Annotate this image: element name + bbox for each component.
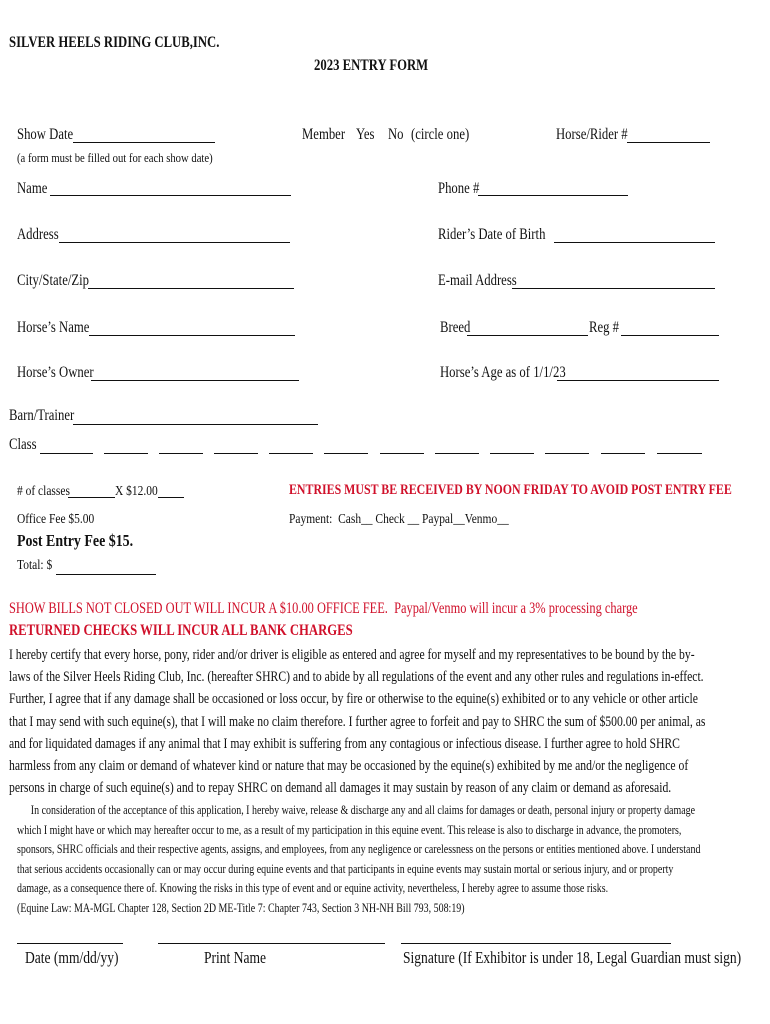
date-label: Date (mm/dd/yy) [25, 948, 119, 967]
num-classes-field[interactable] [68, 497, 115, 498]
class-label: Class [9, 436, 37, 453]
payment-venmo-option[interactable]: Venmo [464, 512, 498, 527]
signature-field[interactable] [401, 943, 671, 944]
reg-label: Reg # [589, 319, 620, 336]
rider-dob-label: Rider’s Date of Birth [438, 226, 546, 243]
barn-trainer-label: Barn/Trainer [9, 407, 75, 424]
equine-law-note: (Equine Law: MA-MGL Chapter 128, Section 2D ME-Title 7: Chapter 743, Section 3 NH-NH Bill 793, 508:19) [17, 900, 465, 915]
address-label: Address [17, 226, 59, 243]
horse-name-field[interactable] [89, 335, 295, 336]
class-field-12[interactable] [657, 453, 702, 454]
payment-venmo-blank[interactable]: __ [497, 512, 509, 527]
payment-cash-blank[interactable]: __ [361, 512, 376, 527]
address-field[interactable] [59, 242, 290, 243]
payment-options [289, 510, 557, 528]
club-name: SILVER HEELS RIDING CLUB,INC. [9, 34, 220, 51]
price-per-class: X $12.00 [115, 484, 158, 499]
payment-cash-option[interactable]: Cash [338, 512, 362, 527]
circle-one-note: (circle one) [411, 126, 470, 143]
horse-name-label: Horse’s Name [17, 319, 90, 336]
payment-paypal-blank[interactable]: __ [453, 512, 465, 527]
member-no-option[interactable]: No [388, 126, 404, 143]
city-state-zip-label: City/State/Zip [17, 272, 90, 289]
certification-paragraph: I hereby certify that every horse, pony, rider and/or driver is eligible as entered and agree for myself and my representatives to be bound by the by-laws of the Silver Heels Riding Club, Inc. (hereafter SHRC) and to abide by all regulations of the event and any other rules and regulations in-effect. Further, I agree that if any damage shall be occasioned or loss occur, by fire or otherwise to the equine(s) exhibited or to any vehicle or other article that I may send with such equine(s), that I will make no claim therefore. I further agree to forfeit and pay to SHRC the sum of $500.00 per animal, as and for liquidated damages if any animal that I may exhibit is suffering from any contagious or infectious disease. I further agree to hold SHRC harmless from any claim or demand of whatever kind or nature that may be occasioned by the equine(s) exhibited by me and/or the negligence of persons in charge of such equine(s) and to repay SHRC on demand all damages it may sustain by reason of any claim or demand as aforesaid. [9, 647, 706, 797]
entries-deadline-notice: ENTRIES MUST BE RECEIVED BY NOON FRIDAY TO AVOID POST ENTRY FEE [289, 482, 732, 498]
member-label: Member [302, 126, 346, 143]
breed-label: Breed [440, 319, 471, 336]
form-title: 2023 ENTRY FORM [314, 57, 429, 74]
class-field-2[interactable] [104, 453, 148, 454]
class-field-11[interactable] [601, 453, 645, 454]
show-date-note: (a form must be filled out for each show date) [17, 150, 213, 165]
class-field-5[interactable] [269, 453, 313, 454]
horse-rider-field[interactable] [627, 142, 710, 143]
signature-label: Signature (If Exhibitor is under 18, Legal Guardian must sign) [403, 948, 742, 967]
name-label: Name [17, 180, 48, 197]
print-name-label: Print Name [204, 948, 267, 967]
payment-label: Payment: [289, 512, 333, 527]
class-field-8[interactable] [435, 453, 479, 454]
name-field[interactable] [50, 195, 291, 196]
class-field-9[interactable] [490, 453, 534, 454]
class-field-1[interactable] [40, 453, 93, 454]
rider-dob-field[interactable] [554, 242, 715, 243]
payment-check-blank[interactable]: __ [404, 512, 422, 527]
show-date-field[interactable] [73, 142, 215, 143]
horse-rider-label: Horse/Rider # [556, 126, 628, 143]
returned-checks-notice: RETURNED CHECKS WILL INCUR ALL BANK CHARGES [9, 622, 353, 639]
payment-check-option[interactable]: Check [375, 512, 405, 527]
email-label: E-mail Address [438, 272, 517, 289]
num-classes-label: # of classes [17, 484, 70, 499]
date-field[interactable] [17, 943, 123, 944]
reg-field[interactable] [621, 335, 719, 336]
phone-label: Phone # [438, 180, 480, 197]
paypal-charge-text: Paypal/Venmo will incur a 3% processing charge [394, 600, 638, 617]
horse-owner-field[interactable] [91, 380, 299, 381]
classes-subtotal-field[interactable] [158, 497, 184, 498]
phone-field[interactable] [478, 195, 628, 196]
office-fee: Office Fee $5.00 [17, 512, 95, 527]
total-label: Total: $ [17, 558, 53, 573]
barn-trainer-field[interactable] [73, 424, 318, 425]
total-field[interactable] [56, 574, 156, 575]
print-name-field[interactable] [158, 943, 385, 944]
show-bills-notice [9, 600, 770, 618]
show-bills-text: SHOW BILLS NOT CLOSED OUT WILL INCUR A $10.00 OFFICE FEE. [9, 600, 388, 617]
class-field-6[interactable] [324, 453, 368, 454]
horse-owner-label: Horse’s Owner [17, 364, 94, 381]
payment-paypal-option[interactable]: Paypal [421, 512, 454, 527]
class-field-4[interactable] [214, 453, 258, 454]
class-field-10[interactable] [545, 453, 589, 454]
city-state-zip-field[interactable] [88, 288, 294, 289]
horse-age-label: Horse’s Age as of 1/1/23 [440, 364, 566, 381]
member-yes-option[interactable]: Yes [356, 126, 375, 143]
breed-field[interactable] [467, 335, 588, 336]
horse-age-field[interactable] [557, 380, 719, 381]
class-field-7[interactable] [380, 453, 424, 454]
show-date-label: Show Date [17, 126, 74, 143]
waiver-paragraph: In consideration of the acceptance of this application, I hereby waive, release & discharge any and all claims for damages or death, personal injury or property damage which I might have or which may hereafter occur to me, as a result of my participation in this equine event. This release is also to discharge in advance, the promoters, sponsors, SHRC officials and their respective agents, assigns, and employees, from any negligence or carelessness on the persons or entities mentioned above. I understand that serious accidents occasionally can or may occur during equine events and that participants in equine events may sustain mortal or serious injury, and or property damage, as a consequence there of. Knowing the risks in this type of event and or equine activity, nevertheless, I hereby agree to assume those risks. [17, 802, 701, 896]
email-field[interactable] [512, 288, 715, 289]
post-entry-fee: Post Entry Fee $15. [17, 531, 134, 550]
class-field-3[interactable] [159, 453, 203, 454]
